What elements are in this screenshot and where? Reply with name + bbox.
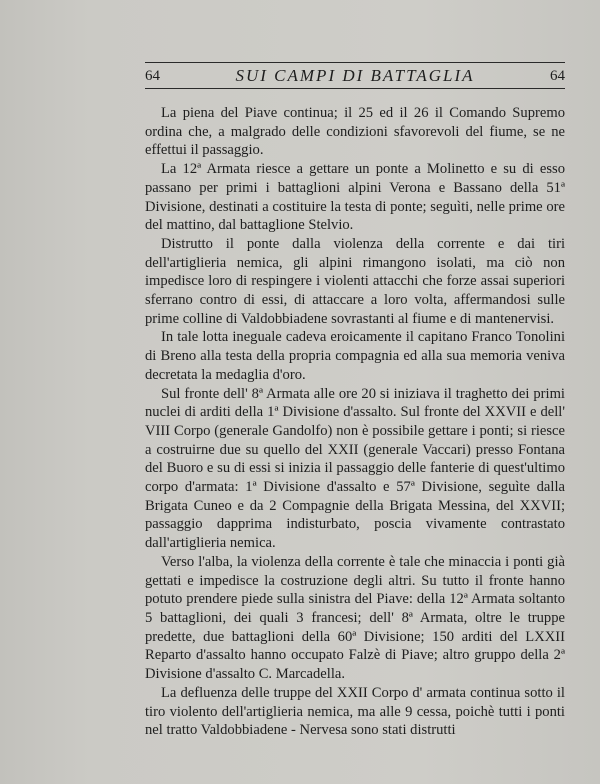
paragraph: In tale lotta ineguale cadeva eroicamente il capitano Franco Tonolini di Breno alla testa della propria compagnia ed alla sua memoria veniva decretata la medaglia d'oro. (145, 329, 565, 383)
paragraph: Distrutto il ponte dalla violenza della corrente e dai tiri dell'artiglieria nemica, gli alpini rimangono isolati, ma ciò non impedisce loro di respingere i violenti attacchi che forze assai superiori sferrano contro di essi, di attaccare a loro volta, affermandosi sulle prime colline di Valdobbiadene sovrastanti al fiume e di mantenervisi. (145, 235, 565, 327)
paragraph: La 12ª Armata riesce a gettare un ponte a Molinetto e su di esso passano per primi i battaglioni alpini Verona e Bassano della 51ª Divisione, destinati a costituire la testa di ponte; seguìti, nelle prime ore del mattino, dal battaglione Stelvio. (145, 161, 565, 234)
header-bottom-rule (145, 88, 565, 89)
paragraph: La defluenza delle truppe del XXII Corpo d' armata continua sotto il tiro violento dell'artiglieria nemica, ma alle 9 cessa, poichè tutti i ponti nel tratto Valdobbiadene - Nervesa sono stati distrutti (145, 684, 565, 739)
paragraph: Verso l'alba, la violenza della corrente è tale che minaccia i ponti già gettati e impedisce la costruzione degli altri. Su tutto il fronte hanno potuto prendere piede sulla sinistra del Piave: della 12ª Armata soltanto 5 battaglioni, dei quali 3 francesi; dell' 8ª Armata, oltre le truppe predette, due battaglioni della 60ª Divisione; 150 arditi del LXXII Reparto d'assalto hanno occupato Falzè di Piave; altro gruppo della 2ª Divisione d'assalto C. Marcadella. (145, 553, 565, 683)
running-title: SUI CAMPI DI BATTAGLIA (235, 66, 475, 85)
paragraph: Sul fronte dell' 8ª Armata alle ore 20 si iniziava il traghetto dei primi nuclei di arditi della 1ª Divisione d'assalto. Sul fronte del XXVII e dell' VIII Corpo (generale Gandolfo) non è possibile gettare i ponti; si riesce a costruirne due su quello del XXII (generale Vaccari) presso Fontana del Buoro e su di essi si inizia il passaggio delle fanterie di quest'ultimo corpo d'armata: 1ª Divisione d'assalto e 57ª Divisione, seguìte dalla Brigata Cuneo e da 2 Compagnie della Brigata Messina, del XXVII; passaggio dapprima indisturbato, poscia vivamente contrastato dall'artiglieria nemica. (145, 385, 565, 552)
header-top-rule (145, 62, 565, 63)
page-number-right: 64 (550, 68, 565, 84)
body-text (145, 104, 565, 740)
running-header (145, 64, 565, 88)
paragraph: La piena del Piave continua; il 25 ed il 26 il Comando Supremo ordina che, a malgrado delle condizioni sfavorevoli del fiume, se ne effettui il passaggio. (145, 105, 565, 159)
page-number-left: 64 (145, 68, 160, 84)
